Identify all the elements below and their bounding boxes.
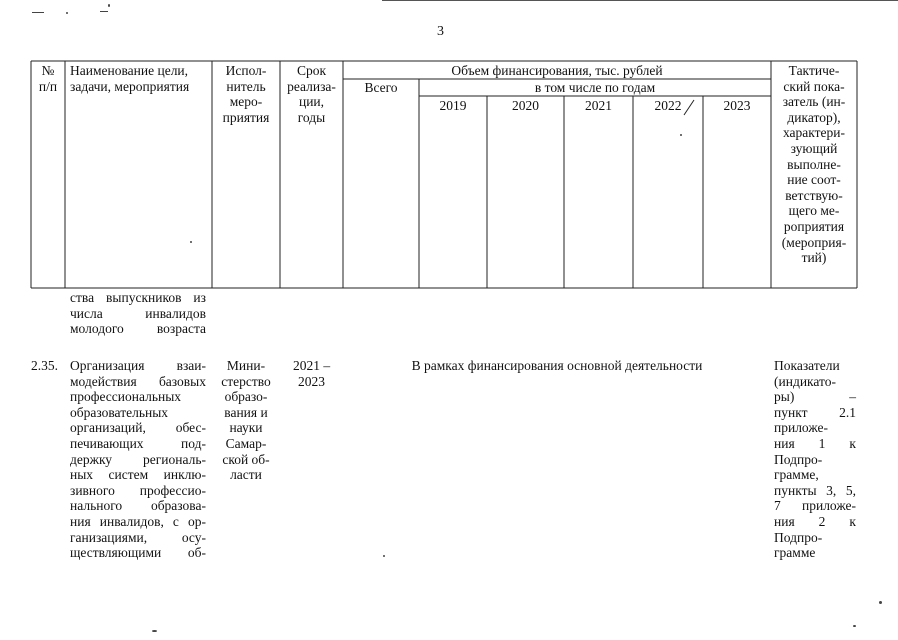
scan-speck — [152, 630, 157, 632]
word: ществляющими — [70, 545, 162, 561]
word: 2 — [818, 513, 826, 529]
header-term: Срок реализа- ции, годы — [287, 63, 336, 125]
word: из — [193, 290, 206, 305]
word: региональ- — [143, 451, 206, 467]
header-by-years: в том числе по годам — [534, 80, 656, 95]
word: пункты — [774, 482, 817, 498]
word: ства — [70, 290, 95, 305]
row-funding: В рамках финансирования основной деятельности — [411, 358, 703, 373]
word: систем — [108, 467, 149, 483]
header-funding: Объем финансирования, тыс. рублей — [451, 63, 663, 78]
word: под- — [181, 435, 206, 451]
word: ры) — [774, 389, 795, 405]
word: инвалидов — [145, 305, 206, 321]
word: 2.1 — [839, 404, 856, 420]
word: к — [849, 435, 856, 451]
word: ния — [774, 435, 795, 451]
word: взаи- — [176, 358, 206, 373]
header-year-2022: 2022 — [654, 98, 682, 113]
word: 1 — [818, 435, 826, 451]
scan-speck — [190, 241, 192, 243]
word: возраста — [156, 321, 206, 337]
word: ор- — [188, 513, 206, 529]
header-year-2019: 2019 — [439, 98, 467, 113]
row-number: 2.35. — [31, 358, 58, 373]
header-year-2021: 2021 — [585, 98, 612, 113]
word: ганизациями, — [70, 529, 148, 545]
word: организаций, — [70, 420, 146, 436]
word: 3, — [826, 482, 837, 498]
word: печивающих — [70, 435, 144, 451]
word: приложе- — [802, 498, 856, 514]
word: об- — [187, 545, 206, 561]
word: зивного — [70, 482, 115, 498]
row-executor: Мини- стерство образо- вания и науки Самар- ской об- ласти — [221, 358, 271, 483]
word: 5, — [845, 482, 856, 498]
page-number: 3 — [437, 24, 444, 39]
word: Организация — [70, 358, 145, 373]
row-indicator: Показатели (индикато- ры) – пункт 2.1 приложе- ния 1 к Подпро- грамме, пункты 3, 5, 7 приложе- ния 2 к Подпро- грамме — [774, 358, 856, 561]
word: модействия — [70, 373, 137, 389]
row-term: 2021 – 2023 — [292, 358, 331, 389]
word: осу- — [181, 529, 206, 545]
word: инклю- — [163, 467, 206, 483]
word: с — [172, 513, 179, 529]
header-indicator: Тактиче- ский пока- затель (ин- дикатор), характери- зующий выполне- ние соот- ветствую- щего ме- роприятия (мероприя- тий) — [781, 63, 847, 266]
scan-speck — [680, 134, 682, 136]
word: 7 — [774, 498, 781, 514]
header-executor: Испол- нитель меро- приятия — [222, 63, 270, 125]
continuation-text — [70, 290, 206, 337]
word: образова- — [150, 498, 206, 514]
word: ния — [774, 513, 795, 529]
header-name: Наименование цели, задачи, мероприятия — [70, 63, 190, 94]
header-total: Всего — [364, 80, 398, 95]
word: ных — [70, 467, 94, 483]
header-num: № п/п — [38, 63, 58, 94]
word: числа — [70, 305, 103, 321]
word: молодого — [70, 321, 124, 337]
word: базовых — [158, 373, 206, 389]
word: держку — [70, 451, 113, 467]
header-year-2023: 2023 — [723, 98, 751, 113]
header-year-2020: 2020 — [512, 98, 539, 113]
word: к — [849, 513, 856, 529]
word: нального — [70, 498, 123, 514]
scan-speck — [853, 625, 856, 627]
row-name: Организация взаи- модействия базовых профессиональных образовательных организаций, обес- печивающих под- держку региональ- ных систем инклю- зивного профессио- нального образова- ния инвалидов, с ор- ганизациями, осу- ществляющими об- — [70, 358, 206, 561]
scan-speck — [383, 555, 385, 557]
word: профессио- — [139, 482, 206, 498]
word: инвалидов, — [99, 513, 164, 529]
scan-speck — [879, 601, 882, 604]
word: обес- — [175, 420, 206, 436]
word: пункт — [774, 404, 808, 420]
word: выпускников — [106, 290, 182, 305]
word: – — [849, 389, 856, 405]
word: ния — [70, 513, 91, 529]
